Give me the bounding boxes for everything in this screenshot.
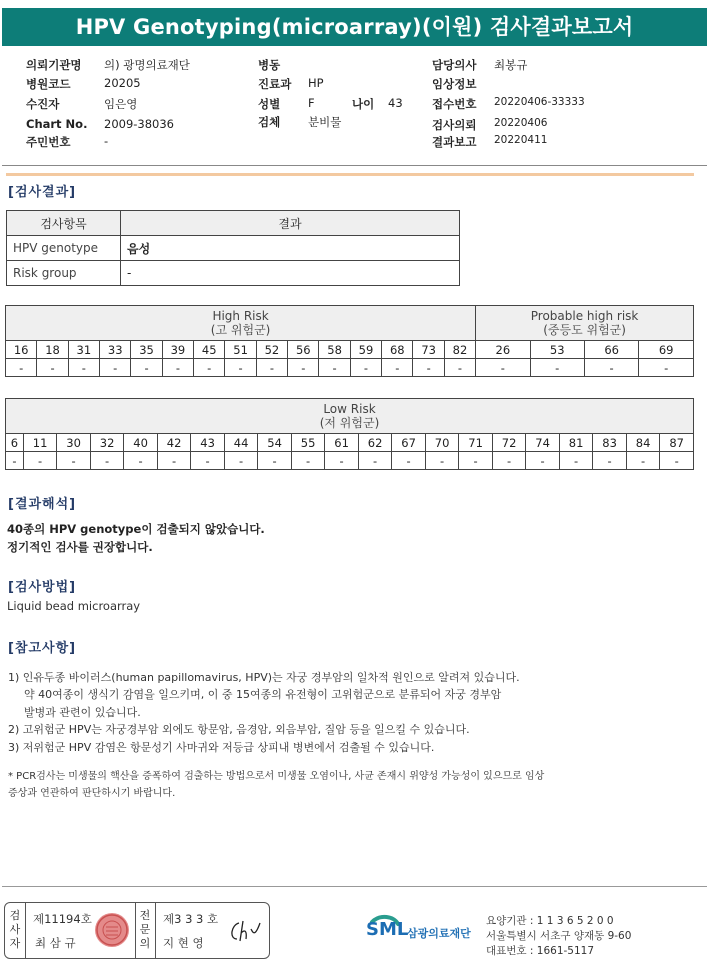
hpv-value-cell: - bbox=[526, 452, 560, 470]
result-row-item: Risk group bbox=[7, 261, 121, 286]
sign-divider bbox=[25, 903, 26, 958]
signature-box bbox=[4, 902, 270, 959]
hpv-value-cell: - bbox=[194, 359, 225, 377]
hpv-value-cell: - bbox=[225, 359, 256, 377]
resident-no-value: - bbox=[104, 134, 109, 148]
note-1a: 1) 인유두종 바이러스(human papillomavirus, HPV)는 자궁 경부암의 일차적 원인으로 알려져 있습니다. bbox=[8, 671, 520, 684]
high-risk-subtitle: (고 위험군) bbox=[210, 323, 271, 337]
hpv-value-cell: - bbox=[6, 452, 24, 470]
hpv-value-cell: - bbox=[162, 359, 193, 377]
hpv-type-cell: 70 bbox=[425, 434, 459, 452]
seal-icon bbox=[95, 913, 129, 947]
low-risk-table bbox=[5, 398, 694, 470]
chart-no-label: Chart No. bbox=[26, 117, 88, 131]
sex-value: F bbox=[308, 96, 315, 110]
hpv-type-cell: 58 bbox=[319, 341, 350, 359]
hpv-type-cell: 51 bbox=[225, 341, 256, 359]
hpv-value-cell: - bbox=[660, 452, 694, 470]
hpv-type-cell: 72 bbox=[492, 434, 526, 452]
hpv-type-cell: 6 bbox=[6, 434, 24, 452]
hpv-type-cell: 32 bbox=[90, 434, 124, 452]
hpv-type-cell: 69 bbox=[639, 341, 694, 359]
hpv-type-cell: 39 bbox=[162, 341, 193, 359]
section-notes: [참고사항] bbox=[8, 641, 77, 656]
hpv-type-cell: 81 bbox=[559, 434, 593, 452]
hpv-value-cell: - bbox=[68, 359, 99, 377]
hpv-type-cell: 52 bbox=[256, 341, 287, 359]
probable-risk-header bbox=[476, 306, 694, 341]
hpv-type-cell: 33 bbox=[100, 341, 131, 359]
high-risk-table bbox=[5, 305, 694, 377]
hpv-value-cell: - bbox=[584, 359, 638, 377]
hpv-type-cell: 55 bbox=[291, 434, 325, 452]
hpv-value-cell: - bbox=[459, 452, 493, 470]
dept-value: HP bbox=[308, 76, 324, 90]
footer-divider bbox=[2, 886, 707, 887]
examiner-no: 제11194호 bbox=[33, 912, 92, 926]
report-title: HPV Genotyping(microarray)(이원) 검사결과보고서 bbox=[2, 8, 707, 46]
hpv-type-cell: 74 bbox=[526, 434, 560, 452]
hpv-type-cell: 26 bbox=[476, 341, 530, 359]
section-divider bbox=[6, 173, 694, 176]
patient-value: 임은영 bbox=[104, 97, 138, 111]
hpv-type-cell: 16 bbox=[6, 341, 37, 359]
note-1c: 발병과 관련이 있습니다. bbox=[24, 706, 141, 719]
interpretation-line-1: 40종의 HPV genotype이 검출되지 않았습니다. bbox=[7, 522, 265, 536]
hpv-value-cell: - bbox=[90, 452, 124, 470]
age-value: 43 bbox=[388, 96, 403, 110]
hpv-type-cell: 67 bbox=[392, 434, 426, 452]
doctor-label: 담당의사 bbox=[432, 58, 477, 72]
sex-label: 성별 bbox=[258, 97, 281, 111]
hpv-value-cell: - bbox=[425, 452, 459, 470]
hpv-type-cell: 59 bbox=[350, 341, 381, 359]
hpv-type-cell: 11 bbox=[23, 434, 57, 452]
hpv-type-cell: 66 bbox=[584, 341, 638, 359]
age-label: 나이 bbox=[352, 97, 375, 111]
hpv-value-cell: - bbox=[100, 359, 131, 377]
hpv-value-cell: - bbox=[413, 359, 444, 377]
hpv-type-cell: 56 bbox=[288, 341, 319, 359]
request-date-label: 검사의뢰 bbox=[432, 118, 477, 132]
hpv-value-cell: - bbox=[476, 359, 530, 377]
hpv-value-cell: - bbox=[124, 452, 158, 470]
note-3: 3) 저위험군 HPV 감염은 항문성기 사마귀와 저등급 상피내 병변에서 검출될 수 있습니다. bbox=[8, 741, 435, 754]
note-2: 2) 고위험군 HPV는 자궁경부암 외에도 항문암, 음경암, 외음부암, 질암 등을 일으킬 수 있습니다. bbox=[8, 723, 470, 736]
hpv-value-cell: - bbox=[392, 452, 426, 470]
specimen-value: 분비물 bbox=[308, 115, 342, 129]
hpv-value-cell: - bbox=[131, 359, 162, 377]
hpv-value-cell: - bbox=[258, 452, 292, 470]
hpv-value-cell: - bbox=[6, 359, 37, 377]
receipt-no-label: 접수번호 bbox=[432, 97, 477, 111]
probable-risk-subtitle: (중등도 위험군) bbox=[543, 323, 626, 337]
hospital-code-value: 20205 bbox=[104, 76, 141, 90]
hpv-value-cell: - bbox=[191, 452, 225, 470]
chart-no-value: 2009-38036 bbox=[104, 117, 174, 131]
examiner-name: 최 삼 규 bbox=[35, 936, 76, 950]
hpv-value-cell: - bbox=[288, 359, 319, 377]
specialist-name: 지 현 영 bbox=[163, 936, 204, 950]
hpv-type-cell: 30 bbox=[57, 434, 91, 452]
hpv-value-cell: - bbox=[492, 452, 526, 470]
hpv-type-cell: 61 bbox=[325, 434, 359, 452]
high-risk-header bbox=[6, 306, 476, 341]
hpv-type-cell: 87 bbox=[660, 434, 694, 452]
institution-label: 의뢰기관명 bbox=[26, 58, 82, 72]
hpv-value-cell: - bbox=[639, 359, 694, 377]
header-divider bbox=[2, 165, 707, 166]
hpv-value-cell: - bbox=[57, 452, 91, 470]
hpv-type-cell: 42 bbox=[157, 434, 191, 452]
hpv-value-cell: - bbox=[382, 359, 413, 377]
hpv-type-cell: 45 bbox=[194, 341, 225, 359]
hospital-code-label: 병원코드 bbox=[26, 77, 71, 91]
sign-divider bbox=[135, 903, 136, 958]
hpv-value-cell: - bbox=[593, 452, 627, 470]
section-method: [검사방법] bbox=[8, 580, 77, 595]
hpv-type-cell: 73 bbox=[413, 341, 444, 359]
examiner-label: 검사자 bbox=[9, 909, 21, 950]
signature-icon bbox=[227, 917, 263, 949]
result-col-result: 결과 bbox=[121, 211, 460, 236]
hpv-type-cell: 40 bbox=[124, 434, 158, 452]
hpv-value-cell: - bbox=[256, 359, 287, 377]
hpv-type-cell: 62 bbox=[358, 434, 392, 452]
hpv-value-cell: - bbox=[157, 452, 191, 470]
probable-risk-title: Probable high risk bbox=[530, 309, 639, 323]
note-1b: 약 40여종이 생식기 감염을 일으키며, 이 중 15여종의 유전형이 고위험군으로 분류되어 자궁 경부암 bbox=[24, 688, 502, 701]
hpv-type-cell: 31 bbox=[68, 341, 99, 359]
hpv-value-cell: - bbox=[291, 452, 325, 470]
hpv-value-cell: - bbox=[530, 359, 584, 377]
interpretation-line-2: 정기적인 검사를 권장합니다. bbox=[7, 540, 153, 554]
institution-value: 의) 광명의료재단 bbox=[104, 58, 190, 72]
hpv-type-cell: 44 bbox=[224, 434, 258, 452]
result-row-value: - bbox=[121, 261, 460, 286]
hpv-value-cell: - bbox=[319, 359, 350, 377]
hpv-type-cell: 84 bbox=[626, 434, 660, 452]
report-date-value: 20220411 bbox=[494, 134, 548, 146]
address: 서울특별시 서초구 양재동 9-60 bbox=[486, 930, 632, 942]
ward-label: 병동 bbox=[258, 58, 281, 72]
hpv-value-cell: - bbox=[23, 452, 57, 470]
low-risk-title: Low Risk bbox=[323, 402, 376, 416]
hpv-value-cell: - bbox=[350, 359, 381, 377]
hpv-type-cell: 53 bbox=[530, 341, 584, 359]
section-result: [검사결과] bbox=[8, 185, 77, 200]
hpv-type-cell: 82 bbox=[444, 341, 475, 359]
hpv-type-cell: 35 bbox=[131, 341, 162, 359]
result-table bbox=[6, 210, 460, 286]
hpv-type-cell: 43 bbox=[191, 434, 225, 452]
method-text: Liquid bead microarray bbox=[7, 599, 141, 613]
hpv-type-cell: 68 bbox=[382, 341, 413, 359]
hpv-type-cell: 54 bbox=[258, 434, 292, 452]
clinical-label: 임상정보 bbox=[432, 77, 477, 91]
result-row-item: HPV genotype bbox=[7, 236, 121, 261]
resident-no-label: 주민번호 bbox=[26, 135, 71, 149]
company-name: 삼광의료재단 bbox=[407, 927, 471, 940]
hpv-type-cell: 18 bbox=[37, 341, 68, 359]
sign-divider bbox=[155, 903, 156, 958]
org-code: 요양기관 : 1 1 3 6 5 2 0 0 bbox=[486, 915, 614, 927]
result-row-value: 음성 bbox=[121, 236, 460, 261]
hpv-value-cell: - bbox=[358, 452, 392, 470]
hpv-value-cell: - bbox=[224, 452, 258, 470]
high-risk-title: High Risk bbox=[212, 309, 269, 323]
receipt-no-value: 20220406-33333 bbox=[494, 96, 585, 108]
report-date-label: 결과보고 bbox=[432, 135, 477, 149]
doctor-value: 최봉규 bbox=[494, 58, 528, 72]
low-risk-header bbox=[6, 399, 694, 434]
note-star-2: 증상과 연관하여 판단하시기 바랍니다. bbox=[8, 788, 176, 799]
note-star-1: * PCR검사는 미생물의 핵산을 증폭하여 검출하는 방법으로서 미생물 오염이나, 사균 존재시 위양성 가능성이 있으므로 임상 bbox=[8, 771, 545, 782]
dept-label: 진료과 bbox=[258, 77, 292, 91]
logo-text: SML bbox=[366, 919, 409, 940]
specialist-no: 제3 3 3 호 bbox=[163, 912, 219, 926]
request-date-value: 20220406 bbox=[494, 117, 548, 129]
hpv-value-cell: - bbox=[626, 452, 660, 470]
hpv-value-cell: - bbox=[444, 359, 475, 377]
phone: 대표번호 : 1661-5117 bbox=[486, 945, 595, 957]
result-col-item: 검사항목 bbox=[7, 211, 121, 236]
hpv-type-cell: 83 bbox=[593, 434, 627, 452]
specimen-label: 검체 bbox=[258, 115, 281, 129]
specialist-label: 전문의 bbox=[139, 909, 151, 950]
low-risk-subtitle: (저 위험군) bbox=[319, 416, 380, 430]
hpv-value-cell: - bbox=[37, 359, 68, 377]
patient-label: 수진자 bbox=[26, 97, 60, 111]
hpv-value-cell: - bbox=[325, 452, 359, 470]
section-interpretation: [결과해석] bbox=[8, 497, 77, 512]
hpv-type-cell: 71 bbox=[459, 434, 493, 452]
hpv-value-cell: - bbox=[559, 452, 593, 470]
